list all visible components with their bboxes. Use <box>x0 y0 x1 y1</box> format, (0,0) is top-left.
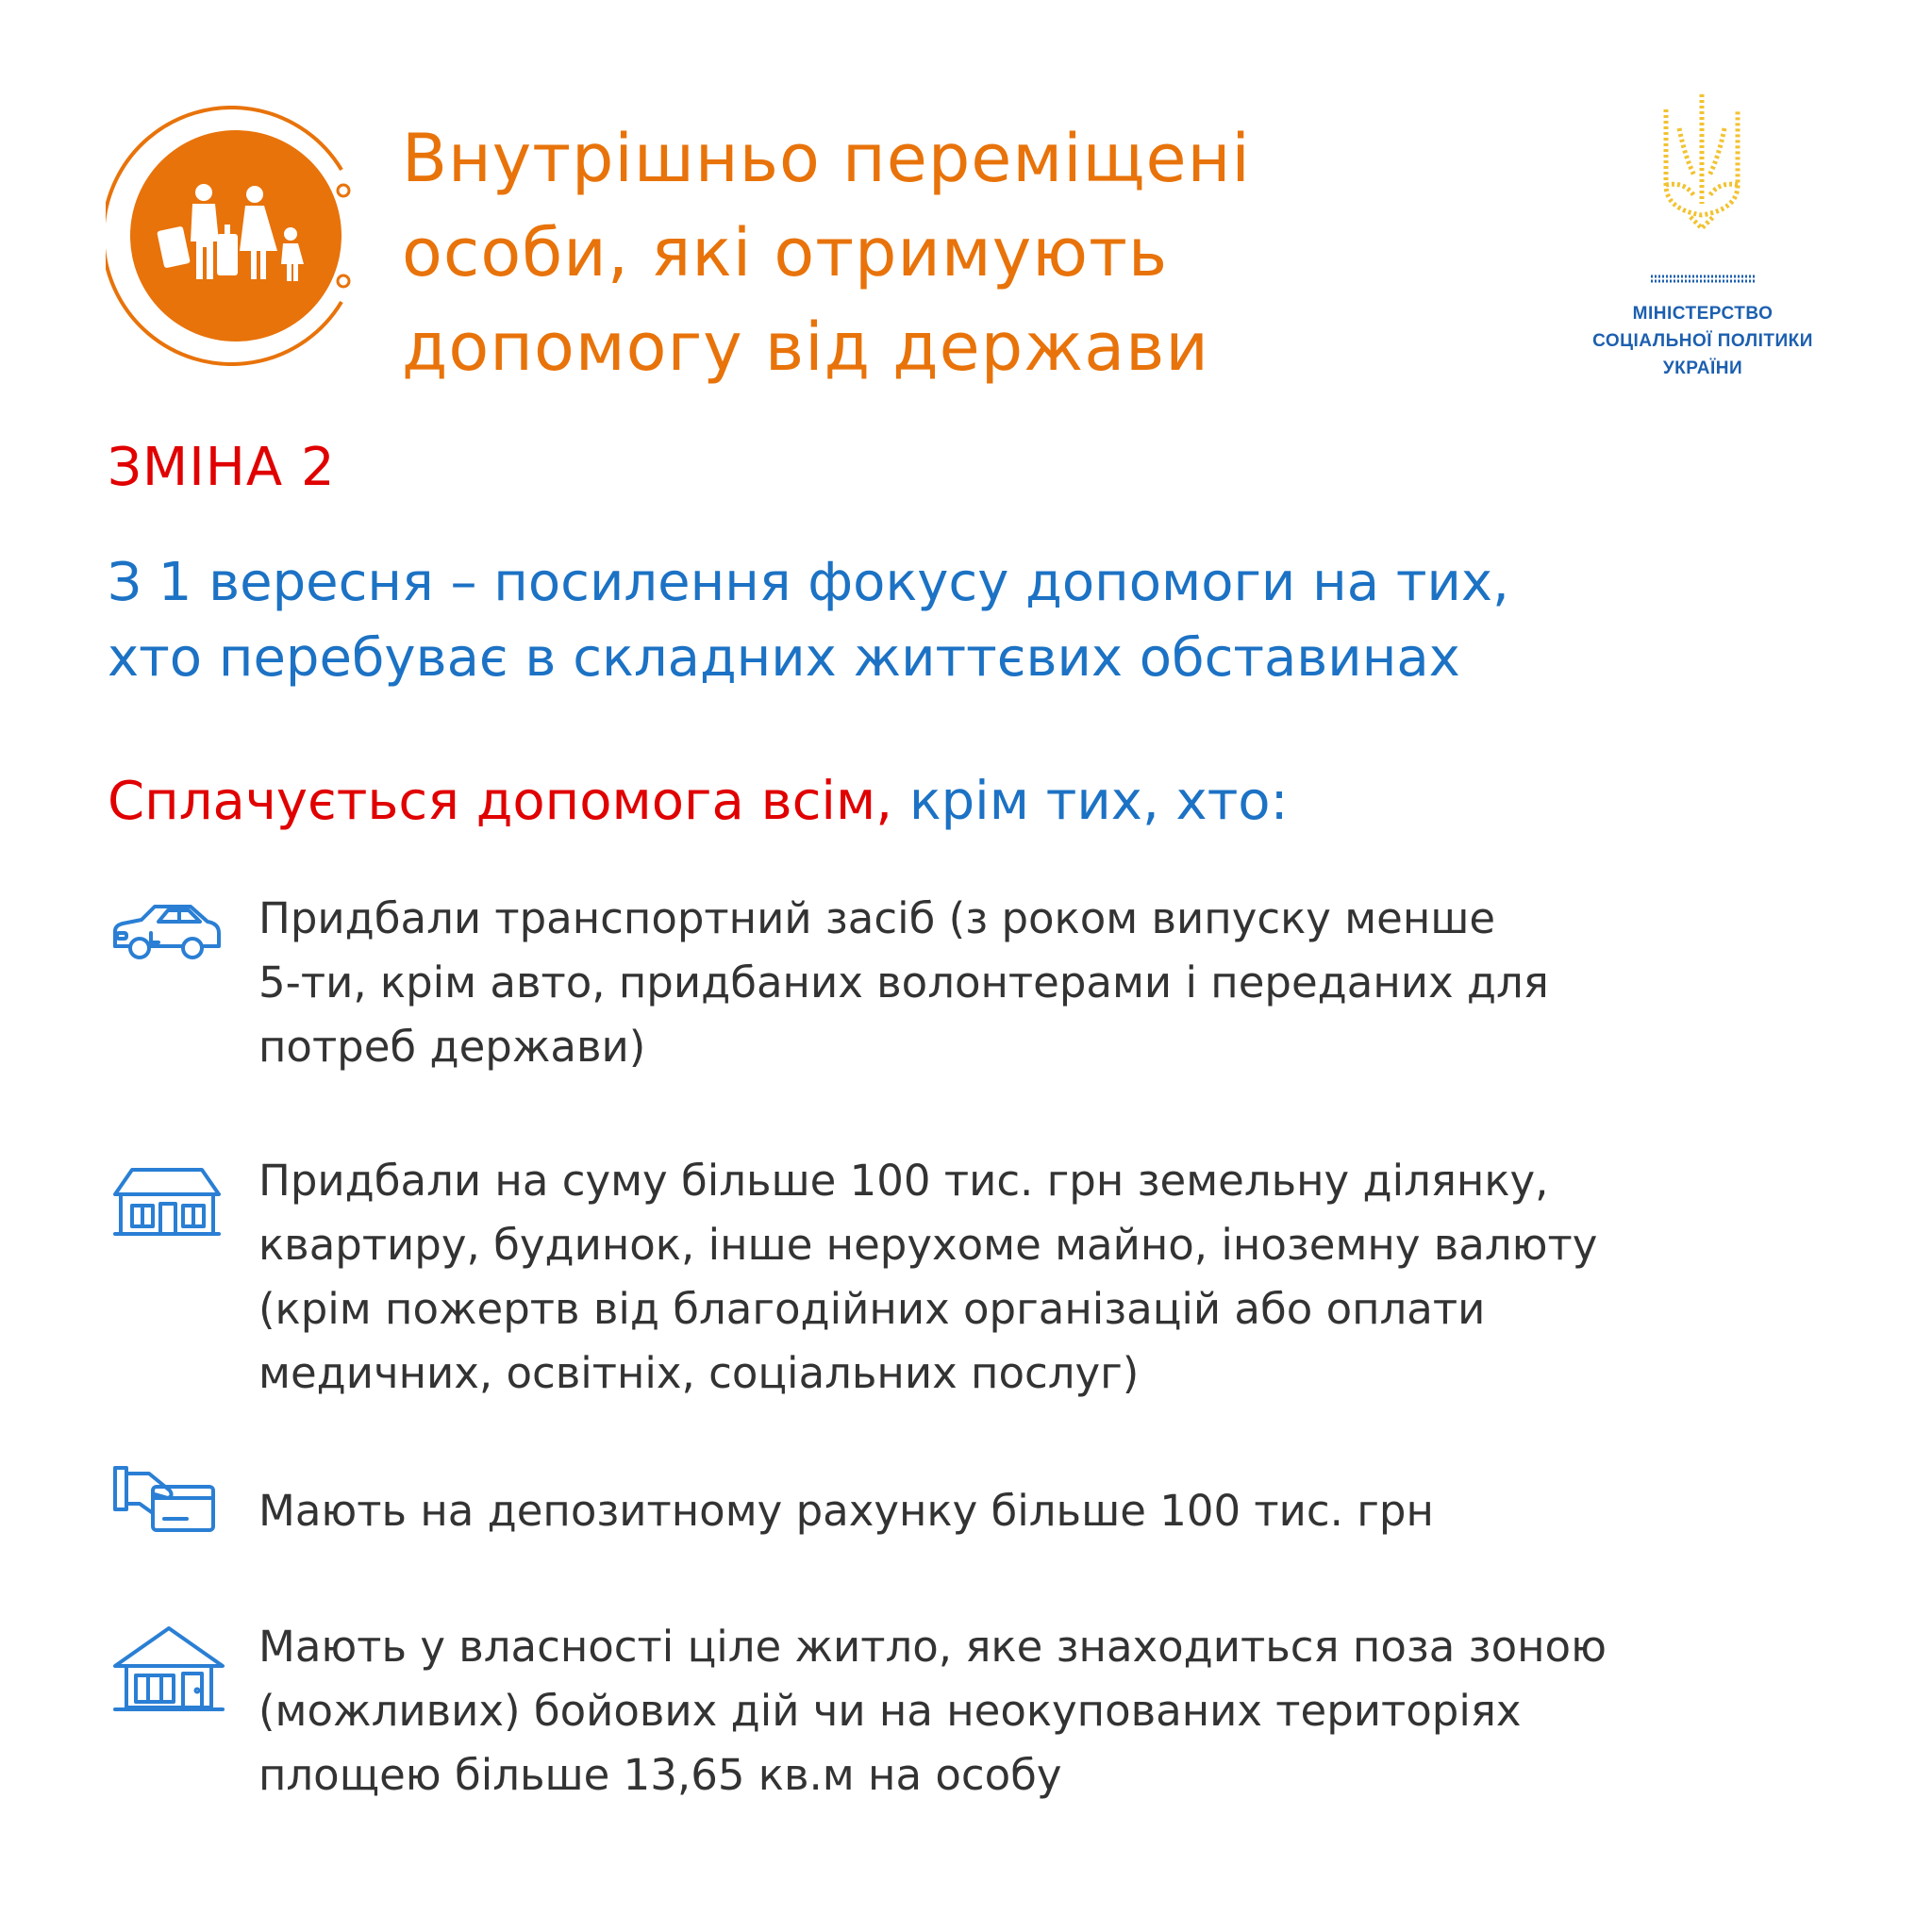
list-item-line: Придбали транспортний засіб (з роком випуску менше <box>258 893 1496 943</box>
ministry-line: МІНІСТЕРСТВО <box>1632 304 1774 324</box>
subtitle-line: хто перебуває в складних життєвих обставинах <box>108 627 1460 689</box>
ministry-name <box>1528 300 1877 382</box>
trident-emblem-icon <box>1657 91 1747 232</box>
title-line: особи, які отримують <box>402 214 1169 291</box>
list-item-line: площею більше 13,65 кв.м на особу <box>258 1750 1062 1800</box>
list-item-line: Мають на депозитному рахунку більше 100 тис. грн <box>258 1486 1434 1536</box>
page-title <box>402 111 1392 394</box>
house-icon <box>111 1624 226 1715</box>
list-item-line: медичних, освітніх, соціальних послуг) <box>258 1348 1140 1398</box>
list-item-line: Придбали на суму більше 100 тис. грн земельну ділянку, <box>258 1156 1549 1206</box>
title-line: Внутрішньо переміщені <box>402 120 1251 197</box>
eligibility-heading <box>108 766 1288 838</box>
subtitle <box>108 545 1881 696</box>
building-icon <box>111 1166 223 1238</box>
car-icon <box>109 901 225 965</box>
list-item-line: (крім пожертв від благодійних організацій або оплати <box>258 1284 1486 1334</box>
ministry-line: СОЦІАЛЬНОЇ ПОЛІТИКИ <box>1592 331 1813 351</box>
card-payment-icon <box>111 1462 217 1534</box>
title-line: допомогу від держави <box>402 308 1209 386</box>
list-item-line: (можливих) бойових дій чи на неокупованих територіях <box>258 1686 1522 1736</box>
eligibility-heading-blue: крім тих, хто: <box>908 771 1289 832</box>
list-item-line: потреб держави) <box>258 1022 646 1072</box>
list-item <box>258 1615 1881 1807</box>
subtitle-line: З 1 вересня – посилення фокусу допомоги на тих, <box>108 552 1509 613</box>
list-item-line: Мають у власності ціле житло, яке знаходиться поза зоною <box>258 1622 1607 1672</box>
change-label: ЗМІНА 2 <box>108 437 336 498</box>
list-item <box>258 1479 1881 1543</box>
eligibility-heading-red: Сплачується допомога всім, <box>108 771 892 832</box>
list-item-line: квартиру, будинок, інше нерухоме майно, іноземну валюту <box>258 1220 1598 1270</box>
ministry-line: УКРАЇНИ <box>1662 358 1743 378</box>
list-item-line: 5-ти, крім авто, придбаних волонтерами і переданих для <box>258 958 1549 1008</box>
list-item <box>258 887 1881 1079</box>
list-item <box>258 1149 1881 1406</box>
emblem-divider-dots <box>1649 273 1757 284</box>
displaced-family-logo <box>106 106 366 366</box>
